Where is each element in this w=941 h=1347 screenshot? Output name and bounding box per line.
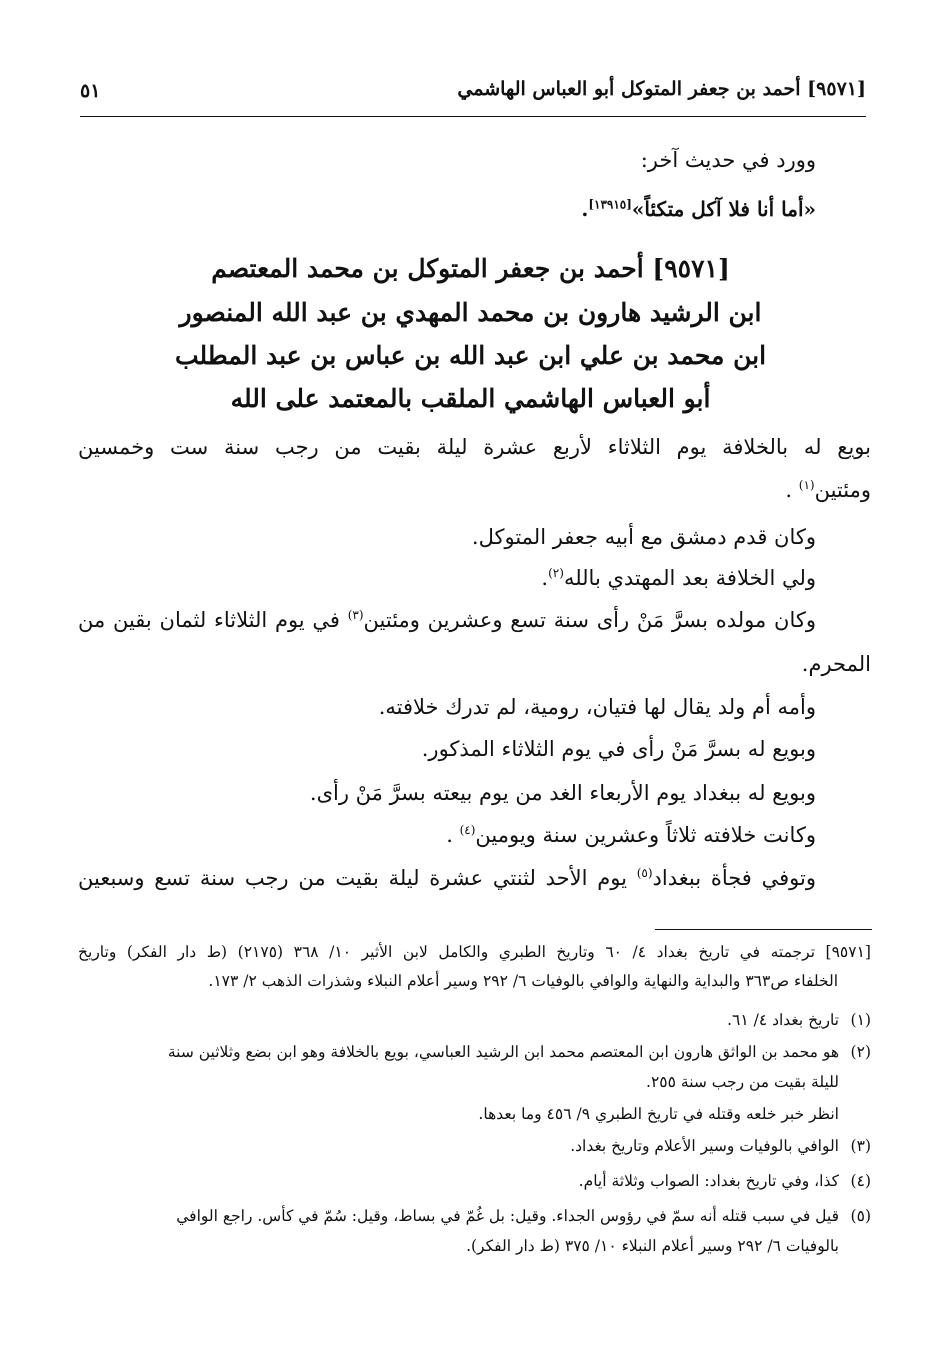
paragraph-3-end: . xyxy=(541,566,549,590)
footnote-marker-4: (٤) xyxy=(459,823,476,837)
paragraph-5: وأمه أم ولد يقال لها فتيان، رومية، لم تدرك خلافته. xyxy=(378,695,816,719)
footnote-marker-3: (٣) xyxy=(347,608,364,622)
footnote-2-number: (٢) xyxy=(850,1043,871,1061)
footnote-5-line-2: بالوفيات ٦/ ٢٩٢ وسير أعلام النبلاء ١٠/ ٣٧٥ (ط دار الفكر). xyxy=(466,1237,839,1255)
paragraph-8-end: . xyxy=(446,823,453,847)
paragraph-7: وبويع له ببغداد يوم الأربعاء الغد من يوم بيعته بسرَّ مَنْ رأى. xyxy=(309,781,816,805)
page-header xyxy=(80,74,866,117)
quote-text: «أما أنا فلا آكل متكئاً» xyxy=(631,197,816,221)
footnote-4-text: كذا، وفي تاريخ بغداد: الصواب وثلاثة أيام. xyxy=(578,1172,839,1190)
entry-title-line-1: [٩٥٧١] أحمد بن جعفر المتوكل بن محمد المعتصم xyxy=(211,254,730,283)
footnote-3 xyxy=(570,1137,871,1155)
paragraph-4-line-1 xyxy=(78,608,816,632)
paragraph-1-line-1: بويع له بالخلافة يوم الثلاثاء لأربع عشرة ليلة بقيت من رجب سنة ست وخمسين xyxy=(78,435,871,459)
paragraph-1-end: . xyxy=(785,478,793,502)
footnote-1-number: (١) xyxy=(850,1011,871,1029)
footnote-main-line-1: [٩٥٧١] ترجمته في تاريخ بغداد ٤/ ٦٠ وتاريخ الطبري والكامل لابن الأثير ١٠/ ٣٦٨ (٢١٧٥) (ط دار الفكر) وتاريخ xyxy=(78,943,871,961)
paragraph-6: وبويع له بسرَّ مَنْ رأى في يوم الثلاثاء المذكور. xyxy=(421,737,816,761)
footnote-1 xyxy=(727,1011,871,1029)
footnote-marker-5: (٥) xyxy=(636,866,653,880)
entry-title-line-4: أبو العباس الهاشمي الملقب بالمعتمد على الله xyxy=(230,384,711,413)
paragraph-9-text-2: يوم الأحد لثنتي عشرة ليلة بقيت من رجب سنة تسع وسبعين xyxy=(78,866,627,890)
footnote-4-number: (٤) xyxy=(850,1172,871,1190)
quote-end: . xyxy=(581,197,589,221)
paragraph-9 xyxy=(78,866,816,890)
paragraph-1-text: ومئتين xyxy=(814,478,871,502)
footnote-1-text: تاريخ بغداد ٤/ ٦١. xyxy=(727,1011,839,1029)
paragraph-8-text: وكانت خلافته ثلاثاً وعشرين سنة ويومين xyxy=(475,823,816,847)
hadith-quote xyxy=(581,197,816,221)
footnote-marker-2: (٢) xyxy=(548,566,564,580)
paragraph-4-text-2: في يوم الثلاثاء لثمان بقين من xyxy=(78,608,340,632)
footnote-2-line-3: انظر خبر خلعه وقتله في تاريخ الطبري ٩/ ٤٥٦ وما بعدها. xyxy=(478,1105,839,1123)
entry-title-line-2: ابن الرشيد هارون بن محمد المهدي بن عبد الله المنصور xyxy=(179,298,762,327)
paragraph-8 xyxy=(446,823,816,847)
footnote-5-number: (٥) xyxy=(850,1207,871,1225)
footnote-3-number: (٣) xyxy=(850,1137,871,1155)
page-number: ٥١ xyxy=(80,80,101,102)
paragraph-9-text: وتوفي فجأة ببغداد xyxy=(652,866,816,890)
entry-title-line-3: ابن محمد بن علي ابن عبد الله بن عباس بن عبد المطلب xyxy=(174,341,767,370)
paragraph-3-text: ولي الخلافة بعد المهتدي بالله xyxy=(563,566,816,590)
footnote-marker-1: (١) xyxy=(798,478,815,492)
footnote-5-line-1 xyxy=(78,1207,871,1225)
footnote-2-text: هو محمد بن الواثق هارون ابن المعتصم محمد ابن الرشيد العباسي، بويع بالخلافة وهو ابن بضع وثلاثين سنة xyxy=(167,1043,839,1061)
footnote-5-text: قيل في سبب قتله أنه سمّ في رؤوس الجداء. وقيل: بل غُمّ في بساط، وقيل: سُمّ في كأس. راجع الوافي xyxy=(176,1207,839,1225)
footnote-3-text: الوافي بالوفيات وسير الأعلام وتاريخ بغداد. xyxy=(570,1137,839,1155)
paragraph-3 xyxy=(541,566,816,590)
footnote-2-line-2: لليلة بقيت من رجب سنة ٢٥٥. xyxy=(646,1073,839,1091)
footnote-main-line-2: الخلفاء ص٣٦٣ والبداية والنهاية والوافي بالوفيات ٦/ ٢٩٢ وسير أعلام النبلاء وشذرات الذهب ٢/ ١٧٣. xyxy=(208,972,838,990)
paragraph-4-text: وكان مولده بسرَّ مَنْ رأى سنة تسع وعشرين ومئتين xyxy=(363,608,816,632)
quote-reference: [١٣٩١٥] xyxy=(588,197,632,212)
intro-line: وورد في حديث آخر: xyxy=(640,148,816,172)
footnote-divider xyxy=(655,929,872,930)
paragraph-4-line-2: المحرم. xyxy=(801,652,871,676)
paragraph-1-line-2 xyxy=(785,478,871,502)
footnote-2-line-1 xyxy=(78,1043,871,1061)
paragraph-2: وكان قدم دمشق مع أبيه جعفر المتوكل. xyxy=(471,525,816,549)
running-title: [٩٥٧١] أحمد بن جعفر المتوكل أبو العباس الهاشمي xyxy=(457,78,866,100)
footnote-4 xyxy=(579,1172,871,1190)
